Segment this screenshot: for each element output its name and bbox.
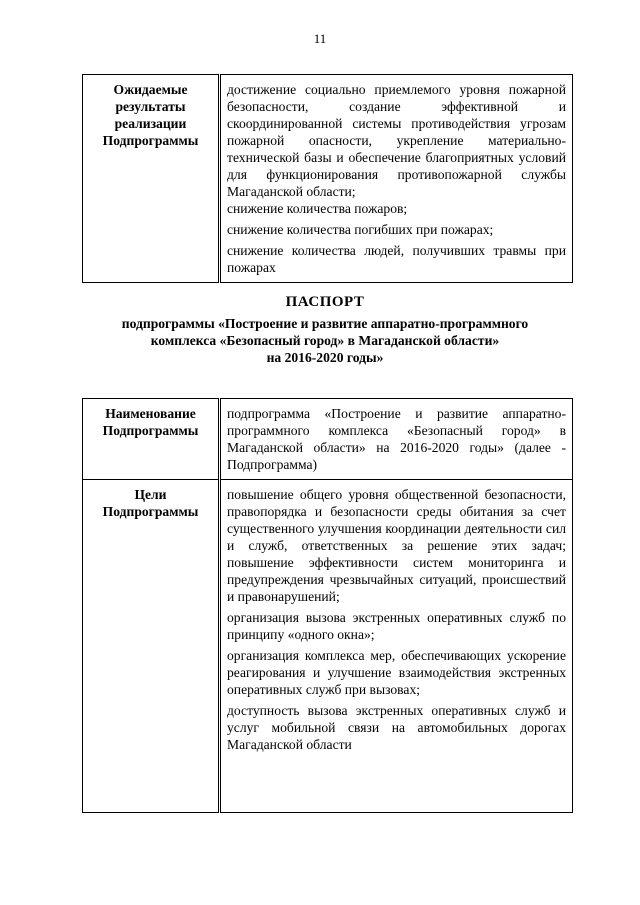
goals-paragraph: повышение общего уровня общественной безопасности, правопорядка и безопасности среды обитания за счет существенного улучшения координации деятельности сил и служб, ответственных за решение этих задач; повышение эффективности систем мониторинга и предупреждения чрезвычайных ситуаций, происшествий и правонарушений; xyxy=(227,487,566,604)
results-paragraph: снижение количества пожаров; xyxy=(227,201,408,216)
table-row xyxy=(83,480,573,813)
goals-paragraph: доступность вызова экстренных оперативных служб и услуг мобильной связи на автомобильных дорогах Магаданской области xyxy=(227,703,566,752)
results-paragraph: снижение количества людей, получивших травмы при пожарах xyxy=(227,243,566,275)
results-paragraph: достижение социально приемлемого уровня пожарной безопасности, создание эффективной и скоординированной системы противодействия угрозам пожарной опасности, укрепление материально-технической базы и обеспечение благоприятных условий для функционирования противопожарной службы Магаданской области; xyxy=(227,82,566,199)
name-paragraph: подпрограмма «Построение и развитие аппаратно-программного комплекса «Безопасный город» в Магаданской области» на 2016-2020 годы» (далее - Подпрограмма) xyxy=(227,406,566,472)
table-row xyxy=(83,75,573,283)
expected-results-value xyxy=(220,75,573,283)
expected-results-label: Ожидаемые результаты реализации Подпрограммы xyxy=(83,75,220,283)
page-number: 11 xyxy=(313,31,327,46)
goals-paragraph: организация комплекса мер, обеспечивающих ускорение реагирования и улучшение взаимодействия экстренных оперативных служб при вызовах; xyxy=(227,648,566,697)
table-row xyxy=(83,399,573,480)
subprogram-goals-label: Цели Подпрограммы xyxy=(83,480,220,813)
subprogram-goals-value xyxy=(220,480,573,813)
passport-subtitle-line: на 2016-2020 годы» xyxy=(266,350,384,365)
subprogram-name-label: Наименование Подпрограммы xyxy=(83,399,220,480)
passport-subtitle-line: комплекса «Безопасный город» в Магаданской области» xyxy=(150,333,500,348)
results-paragraph: снижение количества погибших при пожарах; xyxy=(227,222,494,237)
subprogram-name-value xyxy=(220,399,573,480)
goals-paragraph: организация вызова экстренных оперативных служб по принципу «одного окна»; xyxy=(227,610,566,642)
passport-subtitle-line: подпрограммы «Построение и развитие аппаратно-программного xyxy=(121,316,529,331)
passport-title: ПАСПОРТ xyxy=(285,294,365,310)
passport-heading xyxy=(80,294,570,366)
expected-results-table xyxy=(82,74,573,283)
passport-table xyxy=(82,398,573,813)
